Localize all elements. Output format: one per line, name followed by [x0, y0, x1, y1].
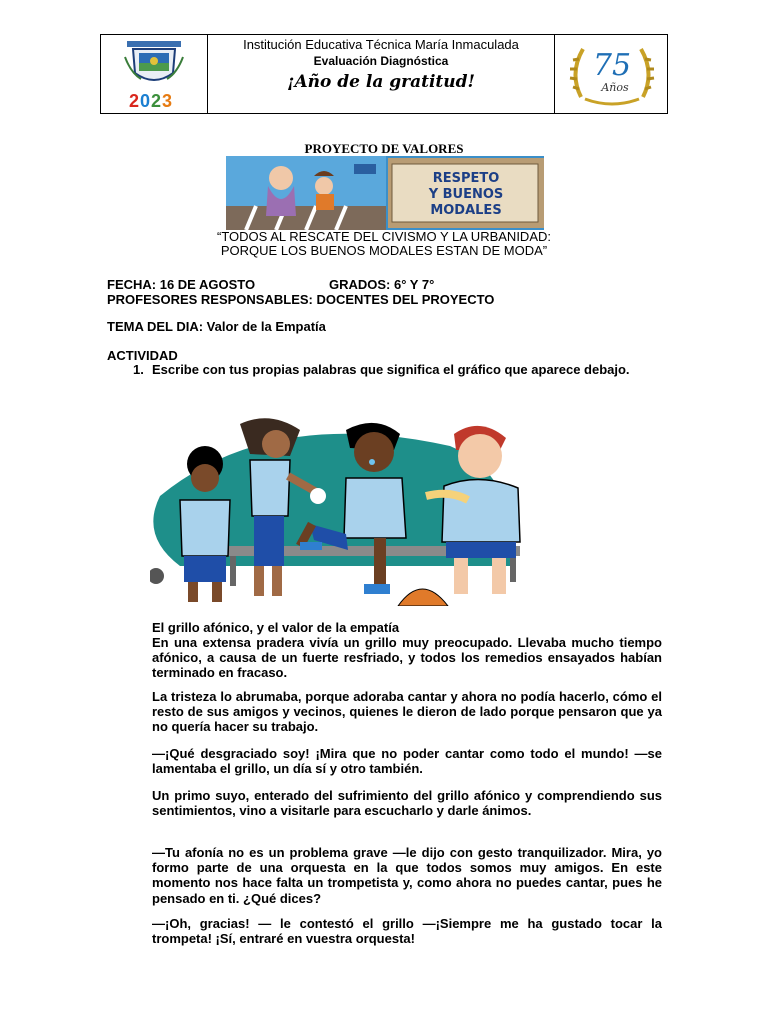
tema-del-dia — [107, 319, 326, 334]
slogan-line1: “TODOS AL RESCATE DEL CIVISMO Y LA URBANIDAD: — [216, 229, 551, 244]
institution-name: Institución Educativa Técnica María Inmaculada — [243, 37, 519, 52]
school-logo-cell — [101, 35, 208, 113]
profesores-label: PROFESORES RESPONSABLES: DOCENTES DEL PROYECTO — [107, 292, 495, 307]
slogan-line2: PORQUE LOS BUENOS MODALES ESTAN DE MODA” — [220, 243, 548, 258]
activity-instruction: Escribe con tus propias palabras que significa el gráfico que aparece debajo. — [152, 362, 630, 377]
story-paragraph-1: En una extensa pradera vivía un grillo muy preocupado. Llevaba mucho tiempo afónico, a causa de un fuerte resfriado, y todos los remedios ensayados habían terminado en fracaso. — [152, 635, 662, 681]
anniversary-logo-cell — [554, 35, 667, 113]
tema-label: TEMA DEL DIA: — [107, 319, 204, 334]
empathy-illustration — [150, 416, 530, 606]
grados-label: GRADOS: 6° Y 7° — [329, 277, 435, 292]
story-title: El grillo afónico, y el valor de la empatía — [152, 620, 400, 635]
story-paragraph-4: Un primo suyo, enterado del sufrimiento del grillo afónico y comprendiendo sus sentimientos, vino a visitarle para escucharlo y darle ánimos. — [152, 788, 662, 819]
school-crest-logo — [123, 39, 185, 89]
story-paragraph-5: —Tu afonía no es un problema grave —le dijo con gesto tranquilizador. Mira, yo formo parte de una orquesta en la que todos somos muy amigos. En este momento nos hace falta un trompetista y, como ahora no puedes cantar, pues he pensado en ti. ¿Qué dices? — [152, 845, 662, 906]
year-2023: 2023 — [129, 91, 174, 111]
activity-number: 1. — [133, 362, 144, 377]
project-title: PROYECTO DE VALORES — [304, 141, 464, 156]
banner-sign-line2: Y BUENOS — [428, 187, 504, 202]
story-paragraph-6: —¡Oh, gracias! — le contestó el grillo —¡Siempre me ha gustado tocar la trompeta! ¡Sí, entraré en vuestra orquesta! — [152, 916, 662, 947]
evaluation-label: Evaluación Diagnóstica — [313, 54, 449, 68]
anniversary-75-logo — [567, 39, 657, 109]
slogan — [0, 230, 768, 258]
anniversary-word: Años — [601, 81, 629, 94]
story-paragraph-3: —¡Qué desgraciado soy! ¡Mira que no poder cantar como todo el mundo! —se lamentaba el grillo, un día sí y otro también. — [152, 746, 662, 777]
tema-value: Valor de la Empatía — [203, 319, 326, 334]
header-text-cell — [207, 35, 555, 113]
fecha-label: FECHA: 16 DE AGOSTO — [107, 277, 256, 292]
story-paragraph-2: La tristeza lo abrumaba, porque adoraba cantar y ahora no podía hacerlo, cómo el resto de sus amigos y vecinos, quienes le dieron de lado porque pensaron que ya no quería hacer su trabajo. — [152, 689, 662, 735]
actividad-label: ACTIVIDAD — [107, 348, 178, 363]
banner-sign-line1: RESPETO — [432, 171, 500, 186]
anniversary-number: 75 — [592, 48, 632, 83]
values-banner-image — [226, 156, 544, 230]
year-motto: ¡Año de la gratitud! — [286, 72, 475, 92]
header-table — [100, 34, 668, 114]
banner-sign-line3: MODALES — [430, 203, 502, 218]
